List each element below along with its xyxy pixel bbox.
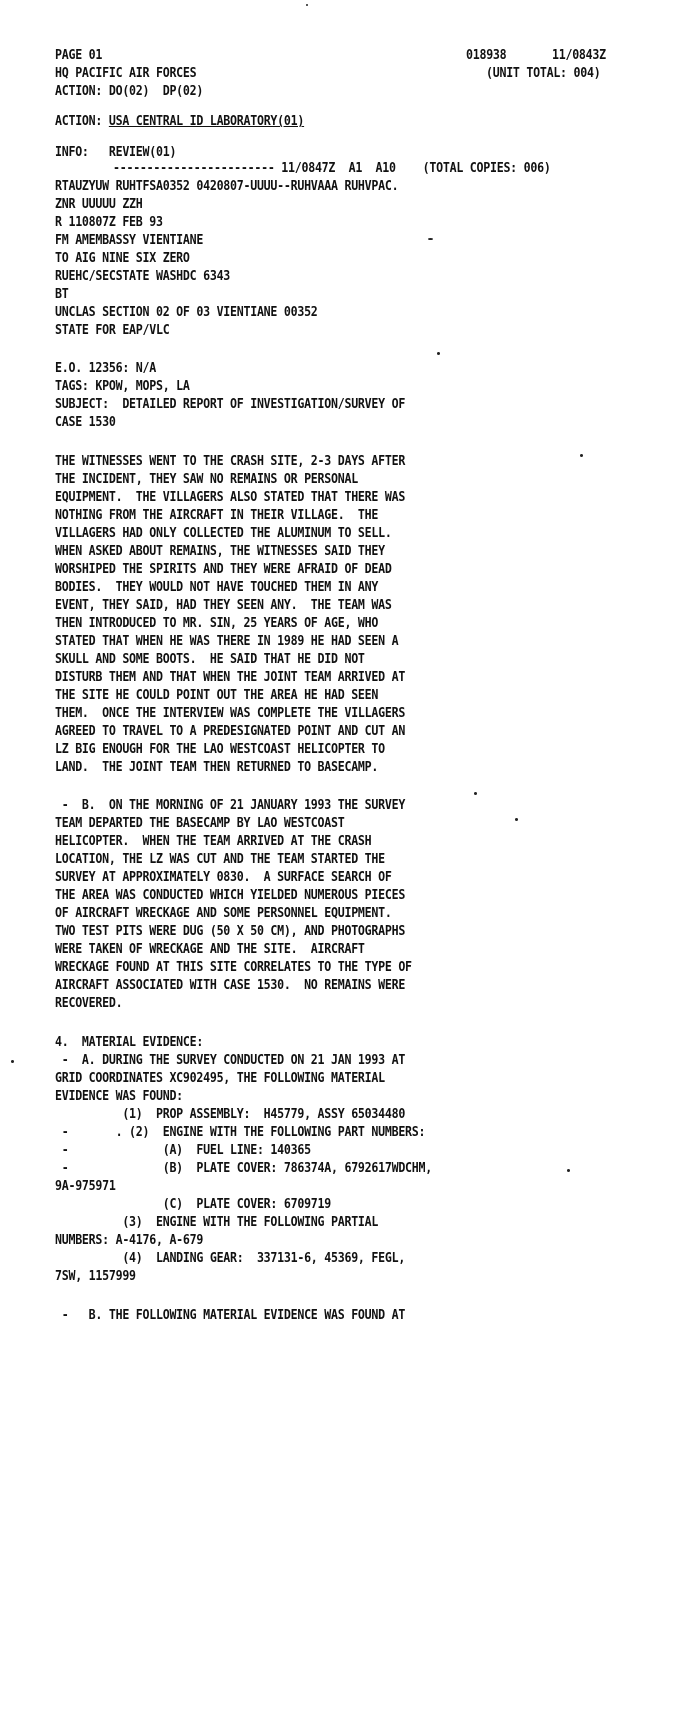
text-line: WHEN ASKED ABOUT REMAINS, THE WITNESSES SAID THEY — [55, 543, 385, 559]
distribution-separator: ------------------------ 11/0847Z A1 A10 (TOTAL COPIES: 006) — [113, 160, 551, 176]
text-line: WORSHIPED THE SPIRITS AND THEY WERE AFRAID OF DEAD — [55, 561, 392, 577]
text-line: NUMBERS: A-4176, A-679 — [55, 1232, 204, 1248]
text-line: STATED THAT WHEN HE WAS THERE IN 1989 HE HAD SEEN A — [55, 633, 399, 649]
text-line: AIRCRAFT ASSOCIATED WITH CASE 1530. NO REMAINS WERE — [55, 977, 406, 993]
text-line: EVIDENCE WAS FOUND: — [55, 1088, 183, 1104]
text-line: NOTHING FROM THE AIRCRAFT IN THEIR VILLAGE. THE — [55, 507, 379, 523]
routing-line: FM AMEMBASSY VIENTIANE — [55, 232, 204, 248]
text-line: THE INCIDENT, THEY SAW NO REMAINS OR PERSONAL — [55, 471, 358, 487]
text-line: EQUIPMENT. THE VILLAGERS ALSO STATED THAT THERE WAS — [55, 489, 406, 505]
evidence-item: - . (2) ENGINE WITH THE FOLLOWING PART NUMBERS: — [55, 1124, 426, 1140]
routing-line: R 110807Z FEB 93 — [55, 214, 163, 230]
text-line: THE SITE HE COULD POINT OUT THE AREA HE HAD SEEN — [55, 687, 379, 703]
routing-line: ZNR UUUUU ZZH — [55, 196, 143, 212]
evidence-item: (4) LANDING GEAR: 337131-6, 45369, FEGL, — [55, 1250, 406, 1266]
text-line: LAND. THE JOINT TEAM THEN RETURNED TO BASECAMP. — [55, 759, 379, 775]
action-label: ACTION: — [55, 113, 109, 129]
text-line: GRID COORDINATES XC902495, THE FOLLOWING MATERIAL — [55, 1070, 385, 1086]
document-number: 018938 — [466, 47, 507, 63]
evidence-item: (1) PROP ASSEMBLY: H45779, ASSY 65034480 — [55, 1106, 406, 1122]
routing-line: UNCLAS SECTION 02 OF 03 VIENTIANE 00352 — [55, 304, 318, 320]
subject-line: CASE 1530 — [55, 414, 116, 430]
subject-line: SUBJECT: DETAILED REPORT OF INVESTIGATION/SURVEY OF — [55, 396, 406, 412]
text-line: VILLAGERS HAD ONLY COLLECTED THE ALUMINUM TO SELL. — [55, 525, 392, 541]
section-heading: 4. MATERIAL EVIDENCE: — [55, 1034, 204, 1050]
evidence-item: (3) ENGINE WITH THE FOLLOWING PARTIAL — [55, 1214, 379, 1230]
text-line: AGREED TO TRAVEL TO A PREDESIGNATED POINT AND CUT AN — [55, 723, 406, 739]
text-line: THEM. ONCE THE INTERVIEW WAS COMPLETE THE VILLAGERS — [55, 705, 406, 721]
text-line: DISTURB THEM AND THAT WHEN THE JOINT TEAM ARRIVED AT — [55, 669, 406, 685]
text-line: BODIES. THEY WOULD NOT HAVE TOUCHED THEM IN ANY — [55, 579, 379, 595]
text-line: THE AREA WAS CONDUCTED WHICH YIELDED NUMEROUS PIECES — [55, 887, 406, 903]
date-time-group: 11/0843Z — [552, 47, 606, 63]
text-line: SKULL AND SOME BOOTS. HE SAID THAT HE DID NOT — [55, 651, 365, 667]
routing-line: STATE FOR EAP/VLC — [55, 322, 170, 338]
text-line: - B. ON THE MORNING OF 21 JANUARY 1993 THE SURVEY — [55, 797, 406, 813]
evidence-subitem: (C) PLATE COVER: 6709719 — [55, 1196, 332, 1212]
text-line: OF AIRCRAFT WRECKAGE AND SOME PERSONNEL EQUIPMENT. — [55, 905, 392, 921]
text-line: 7SW, 1157999 — [55, 1268, 136, 1284]
routing-line: RTAUZYUW RUHTFSA0352 0420807-UUUU--RUHVAAA RUHVPAC. — [55, 178, 399, 194]
tags-line: TAGS: KPOW, MOPS, LA — [55, 378, 190, 394]
text-line: EVENT, THEY SAID, HAD THEY SEEN ANY. THE TEAM WAS — [55, 597, 392, 613]
scan-speck — [515, 818, 518, 821]
text-line: HELICOPTER. WHEN THE TEAM ARRIVED AT THE CRASH — [55, 833, 372, 849]
scan-speck — [11, 1060, 14, 1063]
text-line: WERE TAKEN OF WRECKAGE AND THE SITE. AIRCRAFT — [55, 941, 365, 957]
scan-speck — [437, 352, 440, 355]
originating-hq: HQ PACIFIC AIR FORCES — [55, 65, 197, 81]
text-line: - A. DURING THE SURVEY CONDUCTED ON 21 JAN 1993 AT — [55, 1052, 406, 1068]
evidence-subitem: - (B) PLATE COVER: 786374A, 6792617WDCHM, — [55, 1160, 432, 1176]
text-line: TWO TEST PITS WERE DUG (50 X 50 CM), AND PHOTOGRAPHS — [55, 923, 406, 939]
page-number: PAGE 01 — [55, 47, 103, 63]
routing-line: BT — [55, 286, 69, 302]
text-line: SURVEY AT APPROXIMATELY 0830. A SURFACE SEARCH OF — [55, 869, 392, 885]
routing-line: RUEHC/SECSTATE WASHDC 6343 — [55, 268, 231, 284]
text-line: THE WITNESSES WENT TO THE CRASH SITE, 2-3 DAYS AFTER — [55, 453, 406, 469]
text-line: RECOVERED. — [55, 995, 123, 1011]
action-addressee: USA CENTRAL ID LABORATORY(01) — [108, 113, 305, 129]
text-line: LZ BIG ENOUGH FOR THE LAO WESTCOAST HELICOPTER TO — [55, 741, 385, 757]
scan-speck — [580, 454, 583, 457]
evidence-subitem: - (A) FUEL LINE: 140365 — [55, 1142, 311, 1158]
text-line: 9A-975971 — [55, 1178, 116, 1194]
text-line: LOCATION, THE LZ WAS CUT AND THE TEAM STARTED THE — [55, 851, 385, 867]
text-line: WRECKAGE FOUND AT THIS SITE CORRELATES TO THE TYPE OF — [55, 959, 412, 975]
scan-speck — [474, 792, 477, 795]
scan-speck — [567, 1169, 570, 1172]
text-line: THEN INTRODUCED TO MR. SIN, 25 YEARS OF AGE, WHO — [55, 615, 379, 631]
routing-line: TO AIG NINE SIX ZERO — [55, 250, 190, 266]
paragraph-b-line: - B. THE FOLLOWING MATERIAL EVIDENCE WAS FOUND AT — [55, 1307, 406, 1323]
scan-speck — [306, 4, 308, 6]
text-line: TEAM DEPARTED THE BASECAMP BY LAO WESTCOAST — [55, 815, 345, 831]
scan-speck — [428, 238, 433, 240]
action-line — [55, 113, 304, 129]
action-codes: ACTION: DO(02) DP(02) — [55, 83, 204, 99]
unit-total: (UNIT TOTAL: 004) — [486, 65, 601, 81]
info-line: INFO: REVIEW(01) — [55, 144, 177, 160]
eo-line: E.O. 12356: N/A — [55, 360, 156, 376]
